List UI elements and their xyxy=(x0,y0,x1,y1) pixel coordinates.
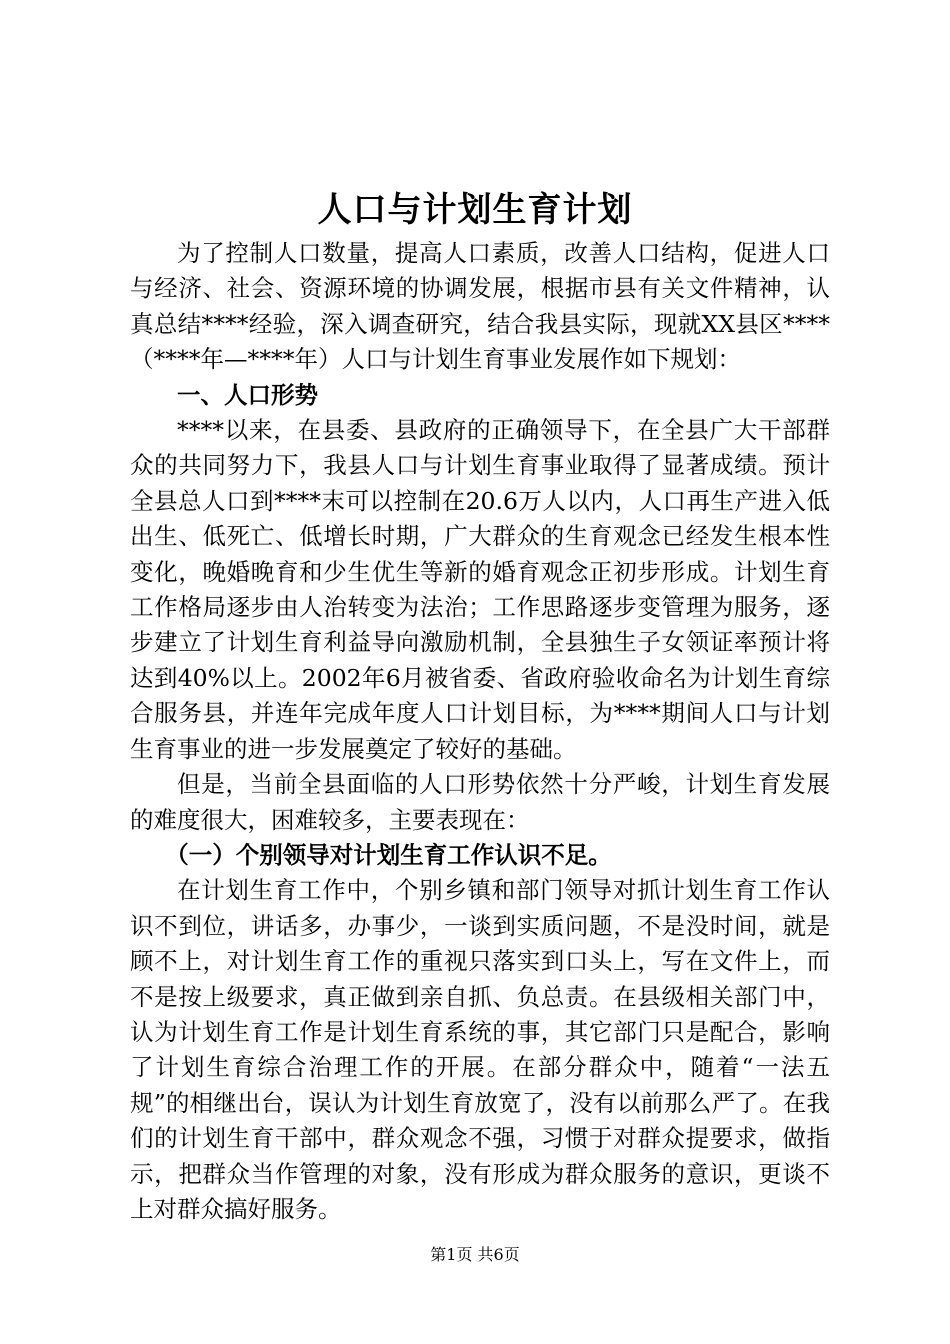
leadership-awareness-paragraph: 在计划生育工作中，个别乡镇和部门领导对抓计划生育工作认识不到位，讲话多，办事少，一谈到实质问题，不是没时间，就是顾不上，对计划生育工作的重视只落实到口头上，写在文件上，而不是按上级要求，真正做到亲自抓、负总责。在县级相关部门中，认为计划生育工作是计划生育系统的事，其它部门只是配合，影响了计划生育综合治理工作的开展。在部分群众中，随着“一法五规”的相继出台，误认为计划生育放宽了，没有以前那么严了。在我们的计划生育干部中，群众观念不强，习惯于对群众提要求，做指示，把群众当作管理的对象，没有形成为群众服务的意识，更谈不上对群众搞好服务。 xyxy=(130,876,830,1223)
subheading-leadership-awareness: （一）个别领导对计划生育工作认识不足。 xyxy=(165,840,612,869)
document-body xyxy=(130,236,830,1227)
intro-paragraph: 为了控制人口数量，提高人口素质，改善人口结构，促进人口与经济、社会、资源环境的协调发展，根据市县有关文件精神，认真总结****经验，深入调查研究，结合我县实际，现就XX县区****（****年—****年）人口与计划生育事业发展作如下规划： xyxy=(130,239,830,374)
page-footer: 第1页 共6页 xyxy=(430,1245,520,1264)
population-achievements-paragraph: ****以来，在县委、县政府的正确领导下，在全县广大干部群众的共同努力下，我县人口与计划生育事业取得了显著成绩。预计全县总人口到****末可以控制在20.6万人以内，人口再生产进入低出生、低死亡、低增长时期，广大群众的生育观念已经发生根本性变化，晚婚晚育和少生优生等新的婚育观念正初步形成。计划生育工作格局逐步由人治转变为法治；工作思路逐步变管理为服务，逐步建立了计划生育利益导向激励机制，全县独生子女领证率预计将达到40%以上。2002年6月被省委、省政府验收命名为计划生育综合服务县，并连年完成年度人口计划目标，为****期间人口与计划生育事业的进一步发展奠定了较好的基础。 xyxy=(130,416,830,763)
section-heading-population-situation: 一、人口形势 xyxy=(177,380,318,409)
document-title: 人口与计划生育计划 xyxy=(317,190,633,230)
challenges-intro-paragraph: 但是，当前全县面临的人口形势依然十分严峻，计划生育发展的难度很大，困难较多，主要表现在： xyxy=(130,770,830,834)
